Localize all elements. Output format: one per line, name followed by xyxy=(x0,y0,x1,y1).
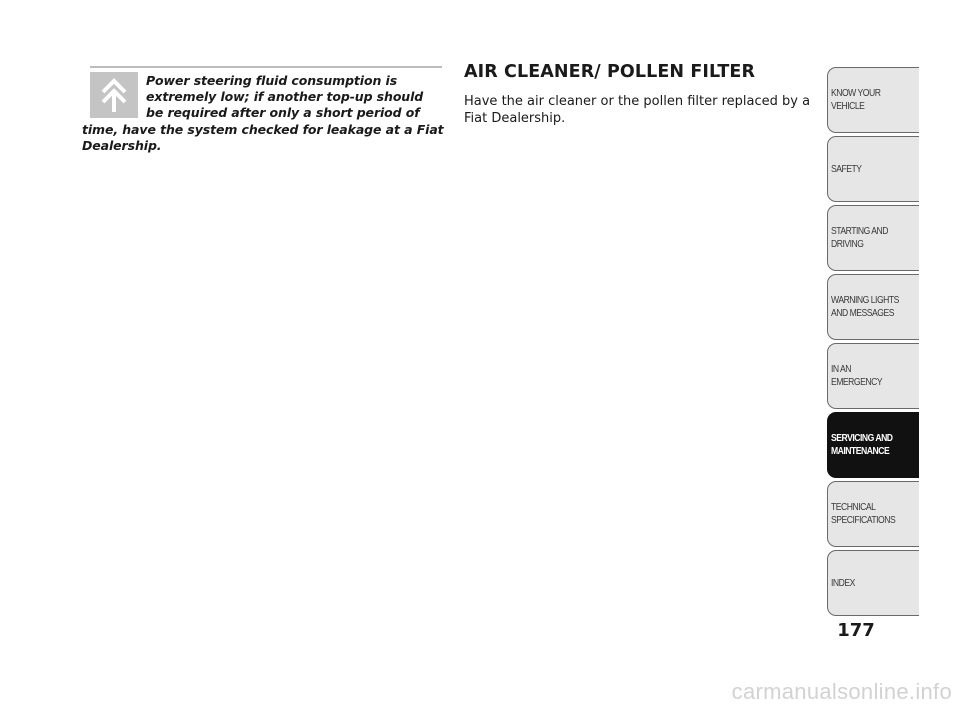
tab-label: STARTING AND DRIVING xyxy=(831,225,888,250)
note-divider xyxy=(90,66,442,68)
note-text: Power steering fluid consumption is extremely low; if another top-up should be required after only a short period of time, have the system checked for leakage at a Fiat Dealership. xyxy=(82,73,444,153)
tab-know-your-vehicle[interactable] xyxy=(827,67,919,133)
tab-safety[interactable] xyxy=(827,136,919,202)
tab-in-an-emergency[interactable] xyxy=(827,343,919,409)
chapter-tabs xyxy=(827,67,919,619)
tab-label: KNOW YOUR VEHICLE xyxy=(831,87,881,112)
tab-starting-and-driving[interactable] xyxy=(827,205,919,271)
page-number: 177 xyxy=(837,620,875,641)
tab-label: IN AN EMERGENCY xyxy=(831,363,883,388)
section-body: Have the air cleaner or the pollen filter replaced by a Fiat Dealership. xyxy=(464,94,811,126)
section-title: AIR CLEANER/ POLLEN FILTER xyxy=(464,62,756,82)
tab-label: WARNING LIGHTS AND MESSAGES xyxy=(831,294,899,319)
tab-label: INDEX xyxy=(831,576,855,589)
tab-index[interactable] xyxy=(827,550,919,616)
tab-label: SAFETY xyxy=(831,162,862,175)
tab-servicing-and-maintenance[interactable] xyxy=(827,412,919,478)
tab-technical-specifications[interactable] xyxy=(827,481,919,547)
tab-label: TECHNICAL SPECIFICATIONS xyxy=(831,501,896,526)
tab-label: SERVICING AND MAINTENANCE xyxy=(831,432,893,457)
tab-warning-lights-and-messages[interactable] xyxy=(827,274,919,340)
note-text-block xyxy=(82,73,444,154)
watermark: carmanualsonline.info xyxy=(731,679,952,704)
